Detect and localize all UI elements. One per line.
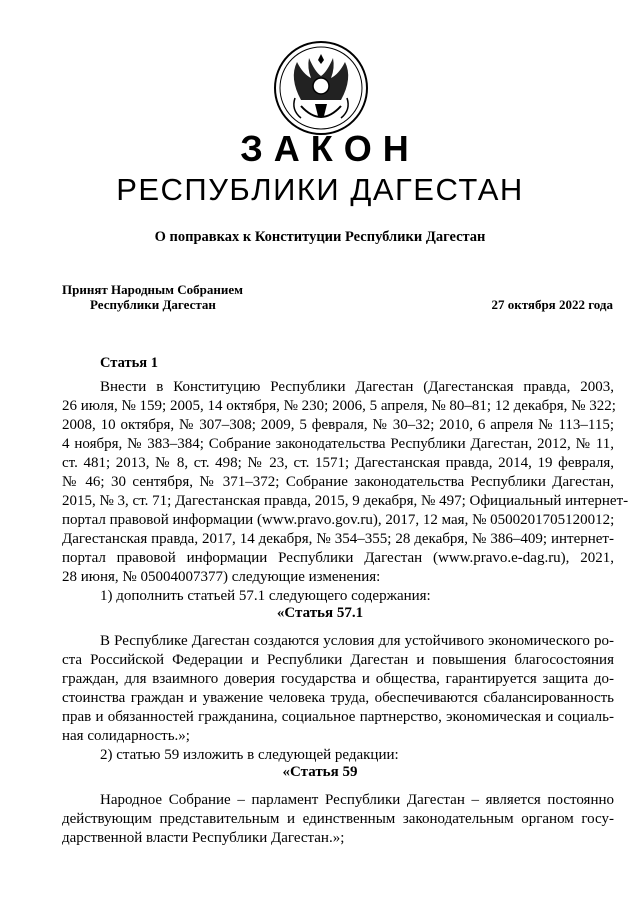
body-line: 2015, № 3, ст. 71; Дагестанская правда, 2015, 9 декабря, № 497; Официальный интернет-	[62, 493, 629, 509]
body-line: стоинства граждан и уважение человека труда, обеспечиваются сбалансированность	[62, 690, 614, 706]
adopted-line-2: Республики Дагестан	[90, 297, 216, 312]
article-57-1-heading: «Статья 57.1	[276, 605, 364, 621]
body-line: Народное Собрание – парламент Республики Дагестан – является постоянно	[100, 792, 614, 808]
body-line: портал правовой информации Республики Дагестан (www.pravo.e-dag.ru), 2021,	[62, 550, 614, 566]
body-line: 4 ноября, № 383–384; Собрание законодательства Республики Дагестан, 2012, № 11,	[62, 436, 614, 452]
adoption-note	[62, 282, 243, 312]
body-line: Дагестанская правда, 2017, 14 декабря, № 354–355; 28 декабря, № 386–409; интернет-	[62, 531, 614, 547]
adopted-line-1: Принят Народным Собранием	[62, 282, 244, 297]
document-subtitle: РЕСПУБЛИКИ ДАГЕСТАН	[116, 172, 524, 207]
body-line: 26 июля, № 159; 2005, 14 октября, № 230; 2006, 5 апреля, № 80–81; 12 декабря, № 322;	[62, 398, 616, 414]
adoption-date: 27 октября 2022 года	[491, 297, 613, 312]
body-line: дарственной власти Республики Дагестан.»;	[62, 830, 345, 846]
body-line: прав и обязанностей гражданина, социальное партнерство, экономическая и социаль-	[62, 709, 614, 725]
coat-of-arms-emblem	[271, 38, 371, 138]
article-1-heading: Статья 1	[100, 355, 158, 371]
amendment-item-2: 2) статью 59 изложить в следующей редакции:	[100, 747, 399, 763]
body-line: ст. 481; 2013, № 8, ст. 498; № 23, ст. 1571; Дагестанская правда, 2014, 19 февраля,	[62, 455, 614, 471]
body-line: 28 июня, № 05004007377) следующие изменения:	[62, 569, 381, 585]
body-line: граждан, для взаимного доверия государства и общества, гарантируется защита до-	[62, 671, 614, 687]
body-line: В Республике Дагестан создаются условия для устойчивого экономического ро-	[100, 633, 614, 649]
body-line: ная солидарность.»;	[62, 728, 190, 744]
article-59-heading: «Статья 59	[282, 764, 358, 780]
body-line: Внести в Конституцию Республики Дагестан (Дагестанская правда, 2003,	[100, 379, 614, 395]
document-title: ЗАКОН	[240, 128, 420, 169]
eagle-icon	[271, 38, 371, 138]
body-line: ста Российской Федерации и Республики Дагестан и повышения благосостояния	[62, 652, 614, 668]
body-line: № 46; 30 сентября, № 371–372; Собрание законодательства Республики Дагестан,	[62, 474, 614, 490]
body-line: портал правовой информации (www.pravo.gov.ru), 2017, 12 мая, № 0500201705120012;	[62, 512, 615, 528]
amendment-item-1: 1) дополнить статьей 57.1 следующего содержания:	[100, 588, 431, 604]
body-line: 2008, 10 октября, № 307–308; 2009, 5 февраля, № 30–32; 2010, 6 апреля № 113–115;	[62, 417, 614, 433]
body-line: действующим представительным и единственным законодательным органом госу-	[62, 811, 614, 827]
law-name: О поправках к Конституции Республики Дагестан	[154, 229, 486, 245]
